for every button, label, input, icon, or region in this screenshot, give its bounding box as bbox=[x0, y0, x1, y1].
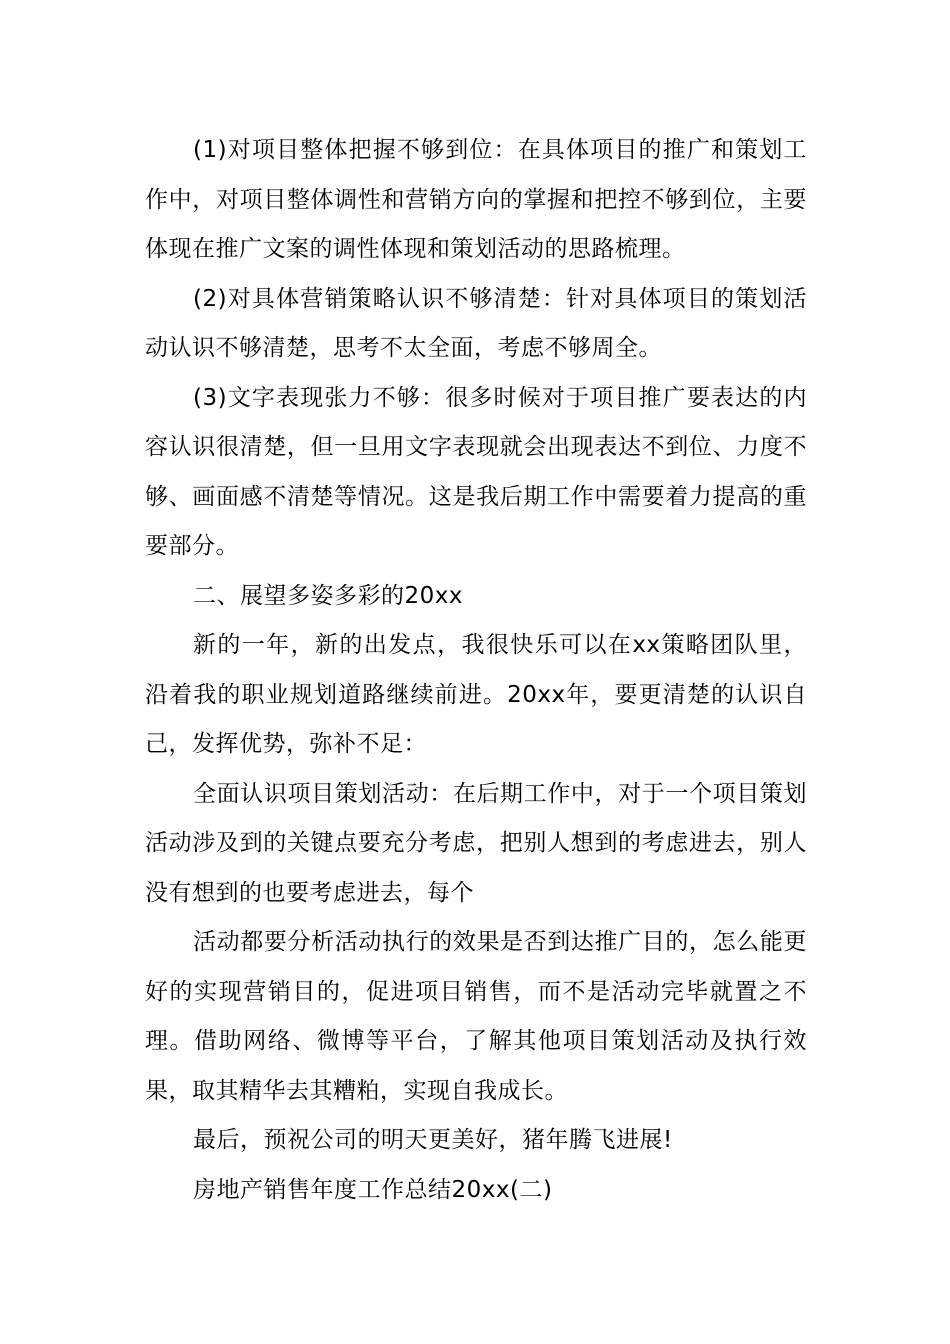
next-document-title: 房地产销售年度工作总结20xx(二) bbox=[193, 1176, 553, 1203]
section-heading-outlook: 二、展望多姿多彩的20xx bbox=[193, 582, 463, 609]
document-page bbox=[145, 126, 807, 1215]
paragraph-weakness-2: (2)对具体营销策略认识不够清楚：针对具体项目的策划活动认识不够清楚，思考不太全面，考虑不够周全。 bbox=[145, 285, 807, 361]
paragraph-closing-wish: 最后，预祝公司的明天更美好，猪年腾飞进展! bbox=[193, 1127, 673, 1153]
paragraph-weakness-1: (1)对项目整体把握不够到位：在具体项目的推广和策划工作中，对项目整体调性和营销方向的掌握和把控不够到位，主要体现在推广文案的调性体现和策划活动的思路梳理。 bbox=[145, 137, 807, 262]
paragraph-planning-activities: 全面认识项目策划活动：在后期工作中，对于一个项目策划活动涉及到的关键点要充分考虑，把别人想到的考虑进去，别人没有想到的也要考虑进去，每个 bbox=[145, 780, 807, 906]
paragraph-activity-analysis: 活动都要分析活动执行的效果是否到达推广目的，怎么能更好的实现营销目的，促进项目销售，而不是活动完毕就置之不理。借助网络、微博等平台，了解其他项目策划活动及执行效果，取其精华去其糟粕，实现自我成长。 bbox=[145, 929, 807, 1104]
paragraph-new-year: 新的一年，新的出发点，我很快乐可以在xx策略团队里，沿着我的职业规划道路继续前进。20xx年，要更清楚的认识自己，发挥优势，弥补不足： bbox=[145, 632, 807, 757]
paragraph-weakness-3: (3)文字表现张力不够：很多时候对于项目推广要表达的内容认识很清楚，但一旦用文字表现就会出现表达不到位、力度不够、画面感不清楚等情况。这是我后期工作中需要着力提高的重要部分。 bbox=[145, 384, 807, 559]
